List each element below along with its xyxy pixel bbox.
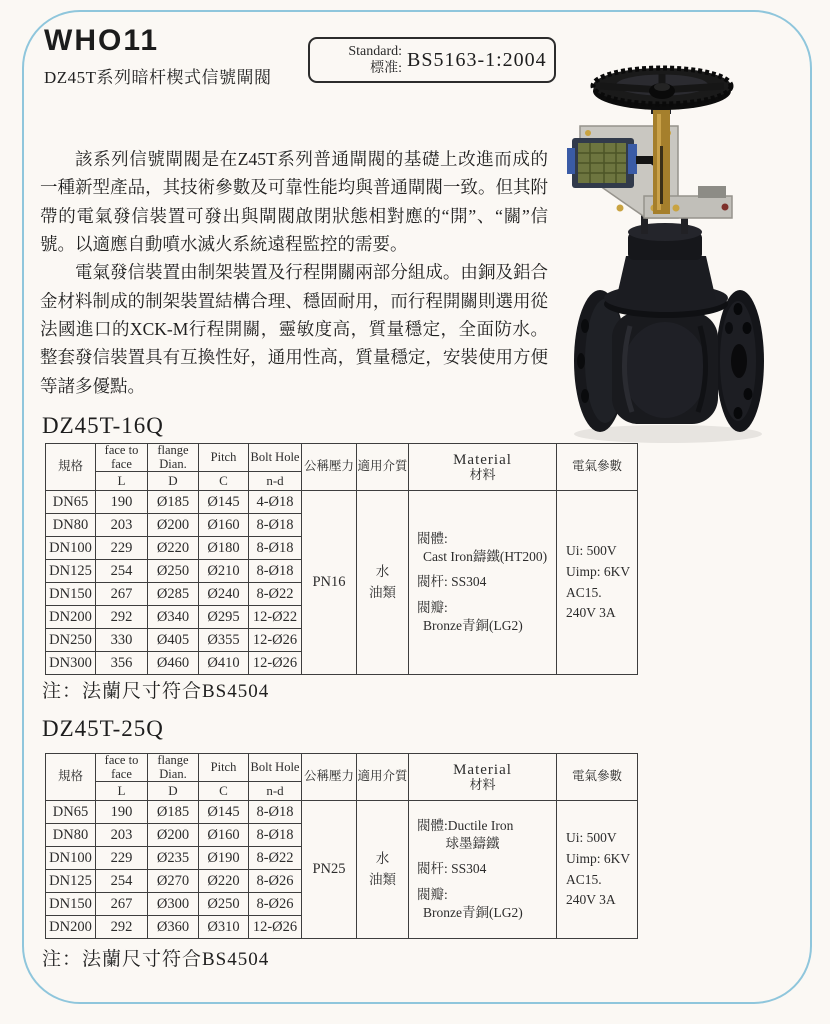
cell: Ø235: [148, 847, 199, 870]
cell: 254: [96, 870, 148, 893]
sub-header-l: L: [96, 782, 148, 801]
cell: 12-Ø26: [249, 652, 302, 675]
col-pressure-header: 公稱壓力: [302, 754, 357, 801]
gate-valve-photo: [548, 60, 820, 450]
cell: 203: [96, 514, 148, 537]
col-face-to-face-header: face to face: [96, 754, 148, 782]
cell: Ø145: [199, 801, 249, 824]
table-1-title: DZ45T-16Q: [42, 413, 164, 438]
cell: Ø220: [148, 537, 199, 560]
cell: DN65: [46, 491, 96, 514]
material-header-en: Material: [453, 761, 512, 778]
cell: 203: [96, 824, 148, 847]
material-cell: 閥體:Ductile Iron 球墨鑄鐵 閥杆: SS304 閥瓣: Bronze青銅(LG2): [409, 801, 557, 939]
cell: DN150: [46, 583, 96, 606]
sub-header-nd: n-d: [249, 782, 302, 801]
intro-text: [40, 145, 548, 400]
intro-paragraph-1: 該系列信號閘閥是在Z45T系列普通閘閥的基礎上改進而成的一種新型產品，其技術參數及可靠性能均與普通閘閥一致。但其附帶的電氣發信裝置可發出與閘閥啟閉狀態相對應的“開”、“關”信號。以適應自動噴水滅火系統遠程監控的需要。: [40, 149, 548, 255]
cell: 12-Ø26: [249, 916, 302, 939]
cell: Ø145: [199, 491, 249, 514]
cell: 8-Ø18: [249, 824, 302, 847]
cell: 8-Ø18: [249, 537, 302, 560]
col-pitch-header: Pitch: [199, 754, 249, 782]
medium-cell: 水 油類: [357, 491, 409, 675]
page-title: WHO11: [44, 24, 160, 57]
cell: Ø160: [199, 824, 249, 847]
material-cell: 閥體: Cast Iron鑄鐵(HT200) 閥杆: SS304 閥瓣: Bronze青銅(LG2): [409, 491, 557, 675]
cell: 4-Ø18: [249, 491, 302, 514]
cell: 8-Ø22: [249, 583, 302, 606]
cell: Ø360: [148, 916, 199, 939]
cell: Ø220: [199, 870, 249, 893]
cell: Ø190: [199, 847, 249, 870]
cell: Ø180: [199, 537, 249, 560]
col-face-to-face-header: face to face: [96, 444, 148, 472]
cell: Ø340: [148, 606, 199, 629]
cell: Ø240: [199, 583, 249, 606]
flange-note-2: 注：法蘭尺寸符合BS4504: [42, 949, 270, 970]
cell: DN125: [46, 870, 96, 893]
cell: DN150: [46, 893, 96, 916]
dimension-table-16q: [45, 443, 638, 675]
standard-box: [308, 37, 556, 83]
table-row: [46, 801, 638, 824]
electrical-cell: Ui: 500V Uimp: 6KV AC15. 240V 3A: [557, 491, 638, 675]
standard-labels: [316, 43, 402, 78]
cell: 254: [96, 560, 148, 583]
cell: 12-Ø22: [249, 606, 302, 629]
cell: 8-Ø18: [249, 514, 302, 537]
cell: Ø295: [199, 606, 249, 629]
col-material-header: [409, 444, 557, 491]
cell: Ø250: [148, 560, 199, 583]
col-spec-header: 規格: [46, 444, 96, 491]
cell: Ø185: [148, 491, 199, 514]
cell: 356: [96, 652, 148, 675]
cell: DN100: [46, 537, 96, 560]
cell: 267: [96, 583, 148, 606]
cell: 8-Ø26: [249, 893, 302, 916]
cell: Ø285: [148, 583, 199, 606]
col-medium-header: 適用介質: [357, 444, 409, 491]
cell: DN100: [46, 847, 96, 870]
cell: DN300: [46, 652, 96, 675]
cell: 267: [96, 893, 148, 916]
col-electrical-header: 電氣參數: [557, 754, 638, 801]
flange-note-1: 注：法蘭尺寸符合BS4504: [42, 681, 270, 702]
cell: Ø250: [199, 893, 249, 916]
cell: 229: [96, 847, 148, 870]
product-subtitle: DZ45T系列暗杆楔式信號閘閥: [44, 68, 272, 87]
sub-header-l: L: [96, 472, 148, 491]
cell: DN125: [46, 560, 96, 583]
sub-header-c: C: [199, 782, 249, 801]
cell: Ø185: [148, 801, 199, 824]
sub-header-nd: n-d: [249, 472, 302, 491]
pressure-cell: PN25: [302, 801, 357, 939]
table-row: [46, 491, 638, 514]
intro-paragraph-2: 電氣發信裝置由制架裝置及行程開關兩部分組成。由銅及鋁合金材料制成的制架裝置結構合理、穩固耐用，而行程開關則選用從法國進口的XCK-M行程開關，靈敏度高，質量穩定，全面防水。整套發信裝置具有互換性好，通用性高，質量穩定，安裝使用方便等諸多優點。: [40, 262, 548, 396]
cell: 229: [96, 537, 148, 560]
cell: Ø200: [148, 824, 199, 847]
cell: Ø160: [199, 514, 249, 537]
standard-label-zh: 標准:: [370, 61, 402, 76]
cell: 8-Ø26: [249, 870, 302, 893]
col-pressure-header: 公稱壓力: [302, 444, 357, 491]
sub-header-d: D: [148, 472, 199, 491]
cell: 8-Ø22: [249, 847, 302, 870]
material-header-zh: 材料: [469, 467, 496, 483]
col-pitch-header: Pitch: [199, 444, 249, 472]
cell: Ø410: [199, 652, 249, 675]
table-2-title: DZ45T-25Q: [42, 716, 164, 741]
col-material-header: [409, 754, 557, 801]
col-medium-header: 適用介質: [357, 754, 409, 801]
cell: DN200: [46, 606, 96, 629]
cell: 8-Ø18: [249, 801, 302, 824]
cell: Ø310: [199, 916, 249, 939]
standard-label-en: Standard:: [348, 43, 402, 59]
col-flange-dia-header: flange Dian.: [148, 444, 199, 472]
col-electrical-header: 電氣參數: [557, 444, 638, 491]
cell: 292: [96, 916, 148, 939]
cell: Ø270: [148, 870, 199, 893]
cell: Ø300: [148, 893, 199, 916]
cell: 330: [96, 629, 148, 652]
sub-header-d: D: [148, 782, 199, 801]
standard-value: BS5163-1:2004: [407, 48, 547, 71]
cell: 190: [96, 491, 148, 514]
electrical-cell: Ui: 500V Uimp: 6KV AC15. 240V 3A: [557, 801, 638, 939]
col-spec-header: 規格: [46, 754, 96, 801]
col-bolt-hole-header: Bolt Hole: [249, 754, 302, 782]
sub-header-c: C: [199, 472, 249, 491]
cell: 292: [96, 606, 148, 629]
cell: Ø200: [148, 514, 199, 537]
cell: Ø210: [199, 560, 249, 583]
material-header-zh: 材料: [469, 777, 496, 793]
cell: DN65: [46, 801, 96, 824]
cell: 12-Ø26: [249, 629, 302, 652]
material-header-en: Material: [453, 451, 512, 468]
cell: 8-Ø18: [249, 560, 302, 583]
col-flange-dia-header: flange Dian.: [148, 754, 199, 782]
dimension-table-25q: [45, 753, 638, 939]
pressure-cell: PN16: [302, 491, 357, 675]
cell: Ø405: [148, 629, 199, 652]
cell: DN200: [46, 916, 96, 939]
col-bolt-hole-header: Bolt Hole: [249, 444, 302, 472]
cell: Ø355: [199, 629, 249, 652]
cell: DN80: [46, 514, 96, 537]
cell: DN80: [46, 824, 96, 847]
cell: 190: [96, 801, 148, 824]
cell: Ø460: [148, 652, 199, 675]
cell: DN250: [46, 629, 96, 652]
medium-cell: 水 油類: [357, 801, 409, 939]
